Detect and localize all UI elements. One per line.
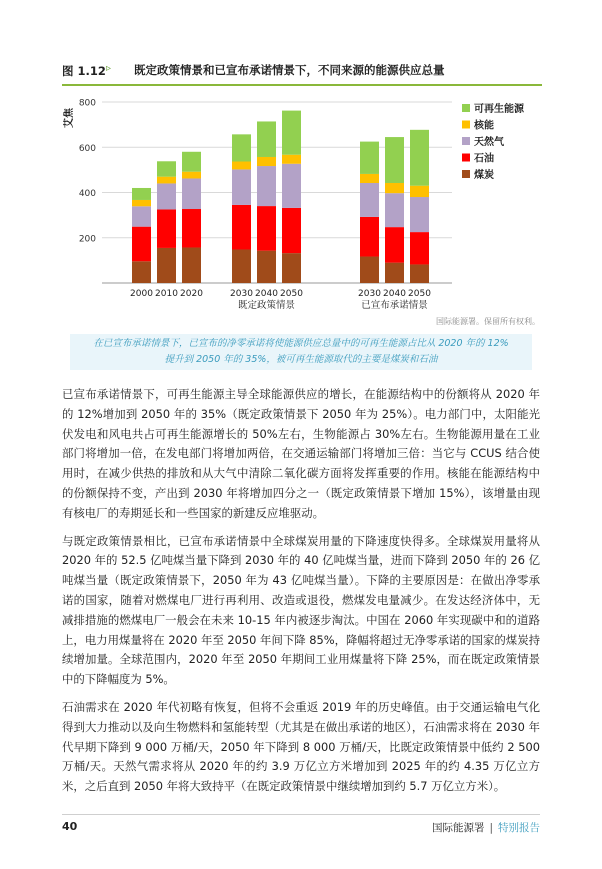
legend-swatch — [462, 154, 470, 162]
bar-segment-核能 — [385, 183, 404, 193]
bar-segment-可再生能源 — [410, 130, 429, 186]
footer-publication — [432, 820, 540, 835]
bar-segment-天然气 — [157, 183, 176, 209]
paragraph-coal: 与既定政策情景相比，已宣布承诺情景中全球煤炭用量的下降速度快得多。全球煤炭用量将从 2020 年的 52.5 亿吨煤当量下降到 2030 年的 40 亿吨煤当量，进而下降到 2050 年的 26 亿吨煤当量（既定政策情景下，2050 年为 43 亿吨煤当量）。下降的主要原因是：在做出净零承诺的国家，随着对燃煤电厂进行再利用、改造或退役，燃煤发电量减少。在发达经济体中，无减排措施的燃煤电厂一般会在未来 10-15 年内被逐步淘汰。中国在 2060 年实现碳中和的道路上，电力用煤量将在 2020 年至 2050 年间下降 85%，降幅将超过无净零承诺的国家的煤炭持续增加量。全球范围内，2020 年至 2050 年期间工业用煤量将下降 25%，而在既定政策情景中的下降幅度为 5%。 — [62, 533, 540, 687]
bar-segment-石油 — [410, 232, 429, 264]
bar-segment-可再生能源 — [232, 134, 251, 161]
bar-segment-可再生能源 — [282, 111, 301, 155]
legend-label: 可再生能源 — [474, 104, 524, 115]
bar-segment-煤炭 — [157, 248, 176, 283]
bar-segment-天然气 — [410, 197, 429, 232]
legend-label: 天然气 — [474, 137, 504, 148]
bar-segment-煤炭 — [232, 250, 251, 283]
bar-segment-核能 — [157, 177, 176, 184]
bar-segment-核能 — [182, 172, 201, 179]
y-tick-label: 800 — [78, 98, 96, 109]
bar-segment-核能 — [282, 155, 301, 164]
bar-segment-核能 — [132, 200, 151, 206]
footer-separator: | — [489, 822, 493, 834]
bar-segment-可再生能源 — [132, 188, 151, 200]
y-tick-label: 400 — [78, 189, 96, 199]
bar-segment-天然气 — [257, 166, 276, 206]
bar-segment-可再生能源 — [157, 161, 176, 176]
bar-segment-核能 — [360, 174, 379, 183]
bar-segment-天然气 — [385, 193, 404, 227]
bar-segment-天然气 — [360, 183, 379, 217]
bar-segment-石油 — [282, 208, 301, 253]
legend-swatch — [462, 121, 470, 129]
x-tick-label: 2030 — [358, 289, 381, 299]
bar-segment-煤炭 — [282, 253, 301, 283]
chart-canvas — [62, 92, 542, 328]
page-number: 40 — [62, 820, 78, 833]
paragraph-renewables: 已宣布承诺情景下，可再生能源主导全球能源供应的增长，在能源结构中的份额将从 2020 年的 12%增加到 2050 年的 35%（既定政策情景下 2050 年为 25%）。电力部门中，太阳能光伏发电和风电共占可再生能源增长的 50%左右，生物能源占 30%左右。生物能源用量在工业部门将增加一倍，在发电部门将增加两倍，在交通运输部门将增加三倍：当它与 CCUS 结合使用时，在减少供热的排放和从大气中清除二氧化碳方面将发挥重要的作用。核能在能源结构中的份额保持不变，产出到 2030 年将增加四分之一（既定政策情景下增加 15%），该增量由现有核电厂的寿期延长和一些国家的新建反应堆驱动。 — [62, 387, 540, 520]
bar-segment-石油 — [132, 227, 151, 262]
figure-arrow-icon: ▹ — [106, 63, 112, 74]
y-tick-label: 200 — [78, 234, 96, 245]
bar-segment-煤炭 — [132, 261, 151, 283]
legend-label: 核能 — [474, 120, 494, 132]
bar-segment-可再生能源 — [360, 142, 379, 174]
figure-number: 图 1.12 — [62, 64, 106, 78]
bar-segment-煤炭 — [410, 264, 429, 283]
legend-swatch — [462, 170, 470, 178]
legend-swatch — [462, 104, 470, 112]
x-tick-label: 2030 — [230, 289, 253, 299]
bar-segment-可再生能源 — [385, 137, 404, 183]
caption-line-2: 提升到 2050 年的 35%，被可再生能源取代的主要是煤炭和石油 — [164, 354, 438, 365]
bar-segment-煤炭 — [385, 263, 404, 283]
paragraph-oil-gas: 石油需求在 2020 年代初略有恢复，但将不会重返 2019 年的历史峰值。由于交通运输电气化得到大力推动以及向生物燃料和氢能转型（尤其是在做出承诺的地区），石油需求将在 2030 年代早期下降到 9 000 万桶/天，2050 年下降到 8 000 万桶/天，比既定政策情景中低约 2 500 万桶/天。天然气需求将从 2020 年的约 3.9 万亿立方米增加到 2025 年的约 4.35 万亿立方米，之后直到 2050 年将大致持平（在既定政策情景中继续增加到约 5.7 万亿立方米）。 — [62, 699, 540, 794]
bar-segment-天然气 — [132, 206, 151, 226]
bar-segment-天然气 — [232, 169, 251, 205]
x-tick-label: 2040 — [255, 289, 278, 299]
x-tick-label: 2020 — [180, 289, 203, 299]
figure-caption — [70, 334, 532, 370]
bar-segment-核能 — [232, 162, 251, 170]
x-tick-label: 2050 — [280, 289, 303, 299]
bar-segment-煤炭 — [257, 251, 276, 283]
footer-divider — [62, 814, 540, 815]
caption-line-1: 在已宣布承诺情景下，已宣布的净零承诺将使能源供应总量中的可再生能源占比从 2020 年的 12% — [93, 338, 509, 349]
bar-segment-石油 — [385, 227, 404, 263]
bar-segment-煤炭 — [182, 247, 201, 283]
bar-segment-可再生能源 — [257, 121, 276, 157]
bar-segment-核能 — [257, 157, 276, 166]
bar-segment-石油 — [157, 209, 176, 247]
bar-segment-石油 — [232, 205, 251, 250]
x-tick-label: 2010 — [155, 289, 178, 299]
figure-title: 既定政策情景和已宣布承诺情景下，不同来源的能源供应总量 — [134, 63, 445, 77]
bar-segment-天然气 — [182, 178, 201, 209]
x-tick-label: 2000 — [130, 289, 153, 299]
bar-segment-可再生能源 — [182, 152, 201, 172]
y-tick-label: 600 — [78, 143, 96, 154]
body-text — [62, 385, 540, 805]
bar-segment-石油 — [257, 206, 276, 251]
legend-label: 煤炭 — [474, 170, 494, 181]
bar-segment-天然气 — [282, 164, 301, 208]
bar-segment-核能 — [410, 186, 429, 197]
footer-report: 特别报告 — [498, 822, 540, 834]
bar-segment-煤炭 — [360, 257, 379, 283]
figure-header — [62, 58, 542, 86]
group-label: 既定政策情景 — [237, 300, 296, 311]
energy-supply-chart — [62, 92, 542, 328]
bar-segment-石油 — [360, 217, 379, 257]
legend-label: 石油 — [474, 153, 494, 165]
bar-segment-石油 — [182, 209, 201, 247]
group-label: 已宣布承诺情景 — [361, 300, 428, 311]
x-tick-label: 2040 — [383, 289, 406, 299]
footer-publisher: 国际能源署 — [431, 822, 485, 834]
x-tick-label: 2050 — [408, 289, 431, 299]
chart-source: 国际能源署。保留所有权利。 — [436, 317, 540, 326]
y-axis-label: 艾焦 — [64, 108, 75, 128]
legend-swatch — [462, 137, 470, 145]
